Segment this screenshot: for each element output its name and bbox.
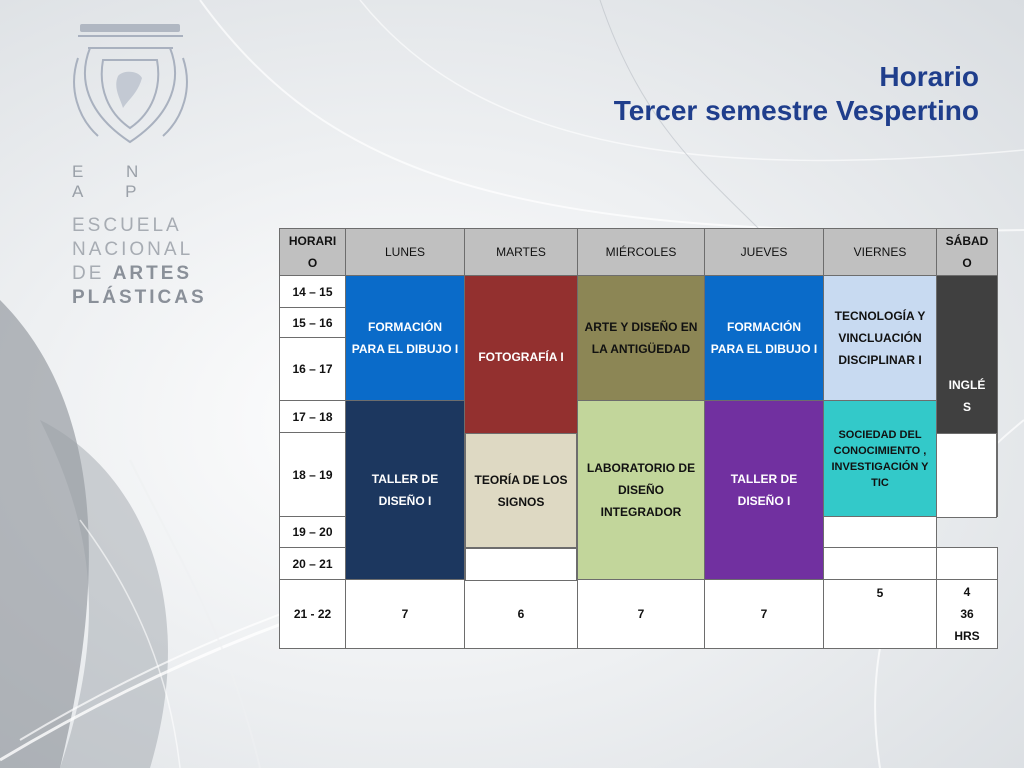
class-miercoles-laboratorio: LABORATORIO DE DISEÑO INTEGRADOR	[578, 401, 705, 580]
enap-abbreviation: E N A P	[72, 162, 158, 201]
time-cell: 16 – 17	[280, 338, 346, 401]
empty-cell	[824, 517, 937, 548]
school-name	[72, 214, 207, 310]
school-name-de: DE	[72, 263, 105, 284]
class-sabado-ingles: INGLÉ S	[937, 276, 998, 517]
header-sabado: SÁBAD O	[937, 229, 998, 276]
header-martes: MARTES	[465, 229, 578, 276]
table-row	[280, 401, 998, 433]
title-line-1: Horario	[879, 61, 979, 92]
class-jueves-taller: TALLER DE DISEÑO I	[705, 401, 824, 580]
total-lunes: 7	[346, 580, 465, 649]
class-lunes-taller: TALLER DE DISEÑO I	[346, 401, 465, 580]
class-viernes-tecnologia: TECNOLOGÍA Y VINCLUACIÓN DISCIPLINAR I	[824, 276, 937, 401]
total-viernes: 5	[824, 580, 937, 649]
header-viernes: VIERNES	[824, 229, 937, 276]
empty-cell	[465, 548, 577, 581]
enap-logo	[68, 18, 207, 310]
class-viernes-sociedad: SOCIEDAD DEL CONOCIMIENTO , INVESTIGACIÓN Y TIC	[824, 401, 937, 517]
class-miercoles-arte: ARTE Y DISEÑO EN LA ANTIGÜEDAD	[578, 276, 705, 401]
time-cell: 20 – 21	[280, 548, 346, 580]
school-name-line-3	[72, 262, 198, 286]
title-line-2: Tercer semestre Vespertino	[613, 95, 979, 126]
school-name-line-2: NACIONAL	[72, 239, 194, 260]
school-name-artes: ARTES	[112, 263, 193, 284]
class-lunes-formacion: FORMACIÓN PARA EL DIBUJO I	[346, 276, 465, 401]
time-cell: 18 – 19	[280, 433, 346, 517]
time-cell: 15 – 16	[280, 308, 346, 338]
totals-row	[280, 580, 998, 649]
class-martes-teoria	[465, 433, 577, 548]
time-cell: 17 – 18	[280, 401, 346, 433]
time-cell: 19 – 20	[280, 517, 346, 548]
total-miercoles: 7	[578, 580, 705, 649]
school-name-line-4: PLÁSTICAS	[72, 287, 207, 308]
schedule-table	[279, 228, 998, 649]
class-martes-fotografia: FOTOGRAFÍA I	[465, 276, 578, 517]
total-martes: 6	[465, 580, 578, 649]
unam-seal-icon	[68, 18, 193, 148]
total-jueves: 7	[705, 580, 824, 649]
time-cell: 21 - 22	[280, 580, 346, 649]
empty-cell	[937, 548, 998, 580]
school-name-line-1: ESCUELA	[72, 215, 182, 236]
header-horario: HORARI O	[280, 229, 346, 276]
table-row	[280, 276, 998, 308]
class-martes-teoria-label: TEORÍA DE LOS SIGNOS	[474, 472, 568, 509]
header-lunes: LUNES	[346, 229, 465, 276]
slide-title	[614, 60, 979, 128]
empty-cell	[936, 433, 997, 518]
empty-cell	[824, 548, 937, 580]
header-jueves: JUEVES	[705, 229, 824, 276]
header-row	[280, 229, 998, 276]
header-miercoles: MIÉRCOLES	[578, 229, 705, 276]
class-jueves-formacion: FORMACIÓN PARA EL DIBUJO I	[705, 276, 824, 401]
total-sabado: 4 36 HRS	[937, 580, 998, 649]
time-cell: 14 – 15	[280, 276, 346, 308]
